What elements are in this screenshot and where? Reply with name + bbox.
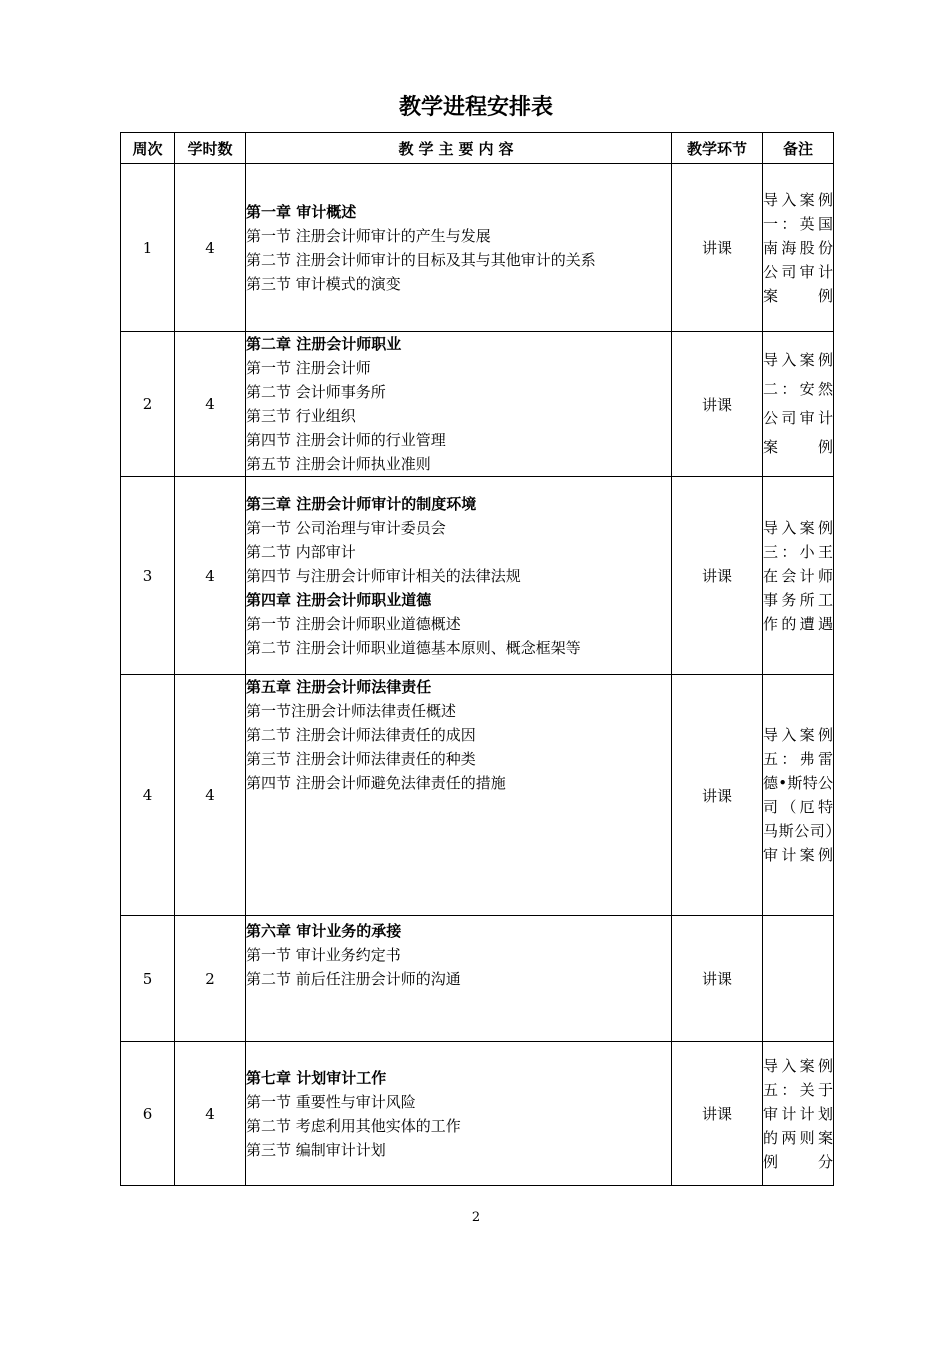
- hours-cell: 4: [175, 164, 246, 332]
- chapter-line: 第一章 审计概述: [246, 202, 357, 221]
- table-row: [121, 916, 834, 1042]
- chapter-line: 第七章 计划审计工作: [246, 1068, 387, 1087]
- note-cell: 导入案例二：安然公司审计案例: [763, 332, 834, 477]
- method-cell: 讲课: [672, 675, 763, 916]
- week-cell: 2: [121, 332, 175, 477]
- header-note: 备注: [763, 133, 834, 164]
- section-line: 第一节 公司治理与审计委员会: [246, 518, 446, 537]
- table-row: [121, 675, 834, 916]
- hours-cell: 4: [175, 332, 246, 477]
- section-line: 第三节 编制审计计划: [246, 1140, 386, 1159]
- week-cell: 3: [121, 477, 175, 675]
- section-line: 第四节 与注册会计师审计相关的法律法规: [246, 566, 521, 585]
- chapter-line: 第三章 注册会计师审计的制度环境: [246, 494, 477, 513]
- section-line: 第一节 重要性与审计风险: [246, 1092, 416, 1111]
- section-line: 第五节 注册会计师执业准则: [246, 455, 431, 473]
- hours-cell: 4: [175, 675, 246, 916]
- section-line: 第三节 注册会计师法律责任的种类: [246, 750, 476, 768]
- chapter-line: 第六章 审计业务的承接: [246, 922, 402, 940]
- section-line: 第一节 注册会计师职业道德概述: [246, 614, 461, 633]
- table-row: [121, 477, 834, 675]
- section-line: 第一节 注册会计师审计的产生与发展: [246, 226, 491, 245]
- header-week: 周次: [121, 133, 175, 164]
- header-method: 教学环节: [672, 133, 763, 164]
- week-cell: 6: [121, 1042, 175, 1186]
- method-cell: 讲课: [672, 332, 763, 477]
- schedule-table: [120, 132, 834, 1186]
- section-line: 第一节 审计业务约定书: [246, 946, 401, 964]
- section-line: 第三节 行业组织: [246, 407, 356, 425]
- header-content: 教学主要内容: [246, 133, 672, 164]
- table-row: [121, 1042, 834, 1186]
- section-line: 第一节 注册会计师: [246, 359, 371, 377]
- chapter-line: 第四章 注册会计师职业道德: [246, 590, 432, 609]
- week-cell: 1: [121, 164, 175, 332]
- hours-cell: 4: [175, 477, 246, 675]
- note-cell: 导入案例三：小王在会计师事务所工作的遭遇: [763, 477, 834, 675]
- content-cell: [246, 164, 672, 332]
- page-title: 教学进程安排表: [398, 95, 553, 120]
- hours-cell: 4: [175, 1042, 246, 1186]
- week-cell: 5: [121, 916, 175, 1042]
- content-cell: [246, 477, 672, 675]
- method-cell: 讲课: [672, 477, 763, 675]
- method-cell: 讲课: [672, 1042, 763, 1186]
- table-row: [121, 164, 834, 332]
- page-number: 2: [471, 1210, 481, 1225]
- chapter-line: 第二章 注册会计师职业: [246, 335, 402, 353]
- section-line: 第一节注册会计师法律责任概述: [246, 702, 457, 720]
- section-line: 第二节 会计师事务所: [246, 383, 386, 401]
- header-hours: 学时数: [175, 133, 246, 164]
- content-cell: [246, 675, 672, 916]
- chapter-line: 第五章 注册会计师法律责任: [246, 678, 432, 696]
- note-cell: 导入案例五：弗雷德•斯特公司（厄特马斯公司）审计案例: [763, 675, 834, 916]
- note-cell: 导入案例五：关于审计计划的两则案例分: [763, 1042, 834, 1186]
- section-line: 第四节 注册会计师避免法律责任的措施: [246, 774, 506, 792]
- note-cell: [763, 916, 834, 1042]
- section-line: 第二节 前后任注册会计师的沟通: [246, 970, 461, 988]
- section-line: 第四节 注册会计师的行业管理: [246, 431, 446, 449]
- content-cell: [246, 1042, 672, 1186]
- section-line: 第三节 审计模式的演变: [246, 274, 401, 293]
- content-cell: [246, 332, 672, 477]
- section-line: 第二节 考虑利用其他实体的工作: [246, 1116, 461, 1135]
- method-cell: 讲课: [672, 916, 763, 1042]
- section-line: 第二节 注册会计师审计的目标及其与其他审计的关系: [246, 250, 596, 269]
- hours-cell: 2: [175, 916, 246, 1042]
- table-header-row: [121, 133, 834, 164]
- note-cell: 导入案例一：英国南海股份公司审计案例: [763, 164, 834, 332]
- week-cell: 4: [121, 675, 175, 916]
- table-row: [121, 332, 834, 477]
- section-line: 第二节 注册会计师法律责任的成因: [246, 726, 476, 744]
- content-cell: [246, 916, 672, 1042]
- section-line: 第二节 内部审计: [246, 542, 356, 561]
- method-cell: 讲课: [672, 164, 763, 332]
- section-line: 第二节 注册会计师职业道德基本原则、概念框架等: [246, 638, 581, 657]
